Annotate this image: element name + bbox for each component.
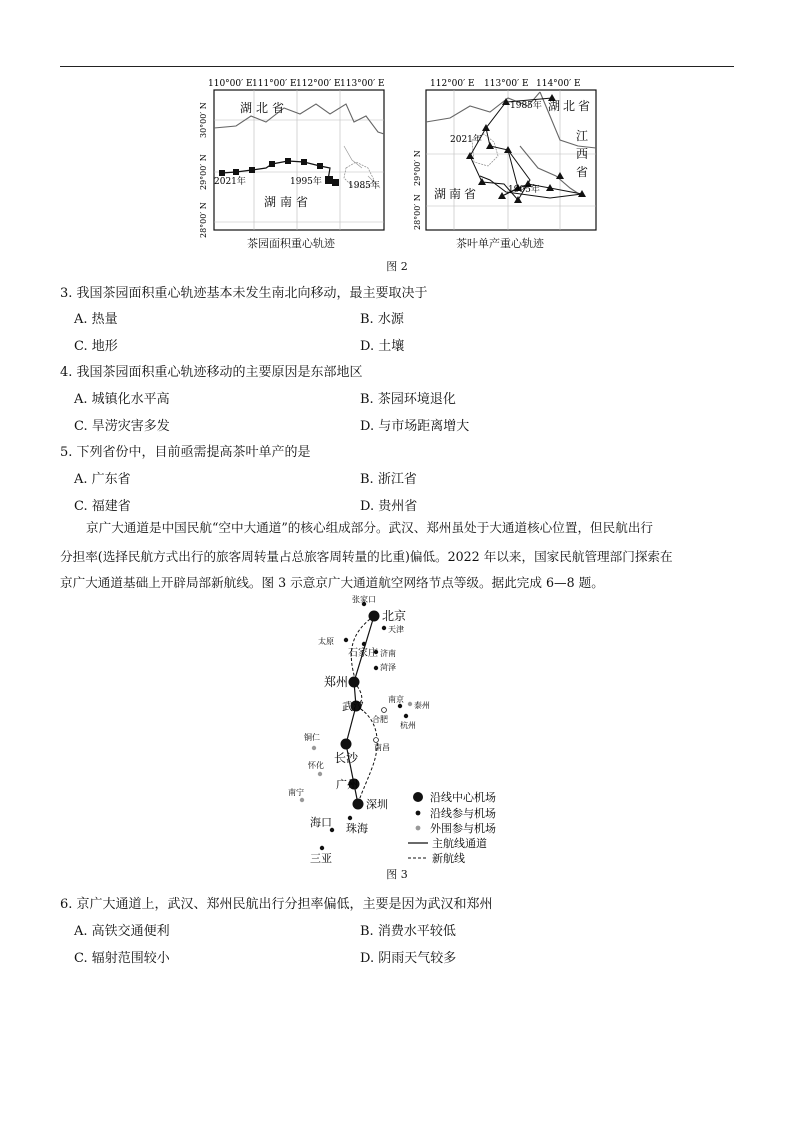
lon-label: 113°00′ E [340,79,385,89]
option-c[interactable]: C. 旱涝灾害多发 [74,419,170,434]
legend-label: 新航线 [432,852,465,864]
option-c[interactable]: C. 地形 [74,339,118,354]
city-label: 杭州 [400,721,416,730]
tea-area-map [196,76,390,238]
province-label: 湖北省 [240,101,289,115]
option-d[interactable]: D. 阴雨天气较多 [360,951,457,966]
passage-line: 京广大通道基础上开辟局部新航线。图 3 示意京广大通道航空网络节点等级。据此完成 6—8 题。 [60,575,604,590]
year-label: 2021年 [450,135,482,145]
option-b[interactable]: B. 浙江省 [360,472,417,487]
air-network-map [280,592,520,864]
passage-line: 分担率(选择民航方式出行的旅客周转量占总旅客周转量的比重)偏低。2022 年以来，国家民航管理部门探索在 [60,549,673,564]
province-label: 湖南省 [434,187,480,201]
year-label: 1995年 [508,185,540,195]
city-label: 珠海 [346,822,368,835]
city-label: 深圳 [366,798,388,811]
option-a[interactable]: A. 广东省 [74,472,131,487]
question-stem: 3. 我国茶园面积重心轨迹基本未发生南北向移动，最主要取决于 [60,286,428,301]
option-d[interactable]: D. 与市场距离增大 [360,419,470,434]
lon-label: 112°00′ E [296,79,341,89]
legend-label: 外围参与机场 [430,822,496,835]
year-label: 2021年 [214,177,246,187]
city-label: 南京 [388,695,404,704]
city-label: 泰州 [414,701,430,710]
year-label: 1985年 [510,101,542,111]
question-stem: 5. 下列省份中，目前亟需提高茶叶单产的是 [60,445,311,460]
question-stem: 6. 京广大通道上，武汉、郑州民航出行分担率偏低，主要是因为武汉和郑州 [60,897,493,912]
figure-caption: 茶叶单产重心轨迹 [456,237,544,250]
option-a[interactable]: A. 热量 [74,312,118,327]
passage-line: 京广大通道是中国民航“空中大通道”的核心组成部分。武汉、郑州虽处于大通道核心位置，但民航出行 [86,520,654,535]
city-label: 三亚 [310,852,332,864]
lat-label: 28°00′ N [413,194,422,230]
province-label: 湖南省 [264,195,313,209]
province-label: 西 [576,147,589,161]
question-stem: 4. 我国茶园面积重心轨迹移动的主要原因是东部地区 [60,365,363,380]
figure-label: 图 3 [386,868,408,881]
city-label: 怀化 [308,761,324,770]
city-label: 石家庄 [348,648,378,659]
province-label: 江 [576,129,589,143]
lon-label: 114°00′ E [536,79,581,89]
option-a[interactable]: A. 高铁交通便利 [74,924,170,939]
option-c[interactable]: C. 辐射范围较小 [74,951,170,966]
city-label: 合肥 [372,715,388,724]
lat-label: 30°00′ N [199,102,208,138]
option-d[interactable]: D. 土壤 [360,339,405,354]
figure-label: 图 2 [386,260,408,273]
city-label: 张家口 [352,595,376,604]
city-label: 铜仁 [304,733,320,742]
option-d[interactable]: D. 贵州省 [360,499,418,514]
option-a[interactable]: A. 城镇化水平高 [74,392,170,407]
legend [408,790,496,864]
province-label: 省 [576,165,589,179]
tea-yield-map [410,76,600,238]
option-c[interactable]: C. 福建省 [74,499,131,514]
option-b[interactable]: B. 水源 [360,312,404,327]
lat-label: 29°00′ N [413,150,422,186]
year-label: 1995年 [290,177,322,187]
city-label: 太原 [318,637,334,646]
lon-label: 110°00′ E [208,79,253,89]
city-label: 济南 [380,649,396,658]
city-label: 广州 [336,778,358,791]
city-label: 长沙 [334,751,359,765]
province-label: 湖北省 [548,99,594,113]
city-label: 海口 [310,816,332,829]
city-label: 郑州 [324,675,349,689]
hollow-airports [374,708,387,743]
legend-label: 主航线通道 [432,837,487,850]
header-rule [60,66,734,67]
figure-caption: 茶园面积重心轨迹 [247,237,335,250]
legend-label: 沿线中心机场 [430,791,496,804]
lat-label: 28°00′ N [199,202,208,238]
year-label: 1985年 [348,181,380,191]
city-label: 天津 [388,625,404,634]
lat-label: 29°00′ N [199,154,208,190]
option-b[interactable]: B. 消费水平较低 [360,924,456,939]
city-label: 南宁 [288,788,304,797]
city-label: 南昌 [374,743,390,752]
lon-label: 113°00′ E [484,79,529,89]
city-label: 北京 [382,609,407,623]
city-label: 菏泽 [380,663,396,672]
option-b[interactable]: B. 茶园环境退化 [360,392,456,407]
city-label: 武汉 [342,700,364,713]
lon-label: 112°00′ E [430,79,475,89]
legend-label: 沿线参与机场 [430,807,496,820]
lon-label: 111°00′ E [252,79,297,89]
